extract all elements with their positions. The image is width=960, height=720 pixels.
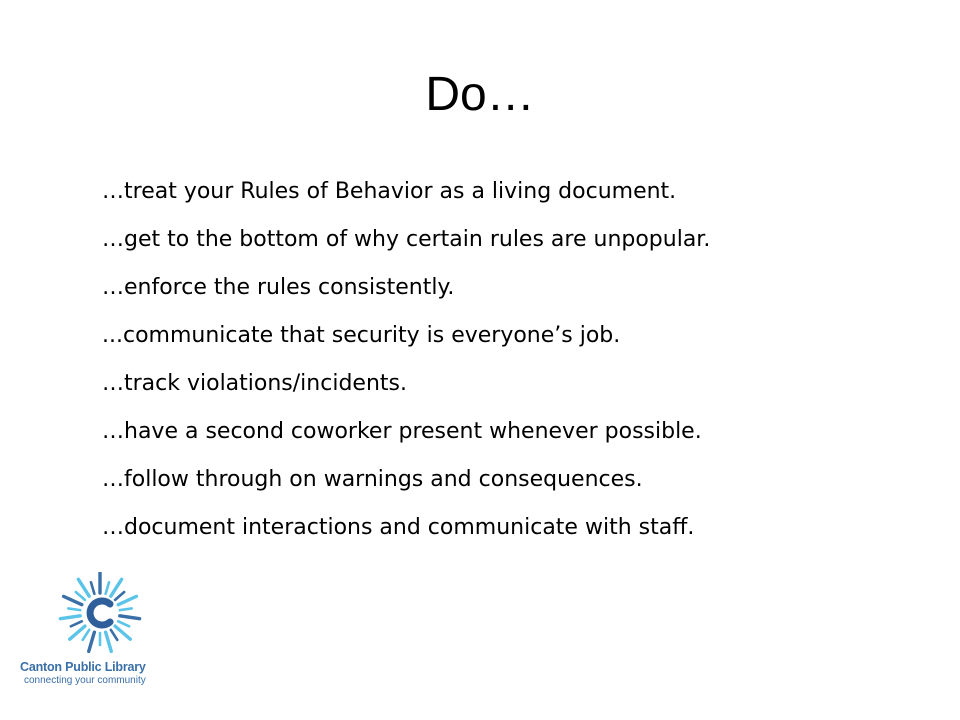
logo-ray (115, 626, 130, 639)
bullet-list (102, 168, 922, 552)
logo-ray (76, 592, 85, 600)
logo-ray (71, 621, 82, 626)
library-logo (14, 572, 174, 692)
bullet-item: …treat your Rules of Behavior as a living document. (102, 179, 677, 204)
logo-ray (89, 632, 95, 651)
logo-ray (70, 626, 85, 639)
logo-ray (115, 592, 124, 600)
bullet-item: …document interactions and communicate with staff. (102, 515, 695, 540)
logo-ray (118, 596, 136, 604)
logo-name: Canton Public Library (20, 660, 146, 674)
logo-ray (78, 579, 89, 596)
logo-ray (106, 582, 109, 594)
logo-ray (118, 621, 129, 626)
bullet-item: …follow through on warnings and consequences. (102, 467, 643, 492)
bullet-item: …track violations/incidents. (102, 371, 407, 396)
logo-ray (60, 616, 80, 619)
bullet-item: …get to the bottom of why certain rules are unpopular. (102, 227, 711, 252)
logo-ray (83, 630, 89, 640)
logo-ray (91, 582, 94, 594)
logo-ray (111, 579, 122, 596)
logo-ray (111, 630, 117, 640)
bullet-item: ...communicate that security is everyone’s job. (102, 323, 621, 348)
bullet-item: …enforce the rules consistently. (102, 275, 455, 300)
logo-ray (68, 608, 80, 610)
slide-title: Do… (425, 68, 535, 121)
logo-tagline: connecting your community (24, 675, 146, 686)
logo-ray (64, 596, 82, 604)
logo-ray (120, 608, 132, 610)
logo-ray (120, 616, 140, 619)
library-logo-icon (50, 572, 150, 658)
bullet-item: …have a second coworker present whenever possible. (102, 419, 702, 444)
logo-ray (106, 632, 112, 651)
